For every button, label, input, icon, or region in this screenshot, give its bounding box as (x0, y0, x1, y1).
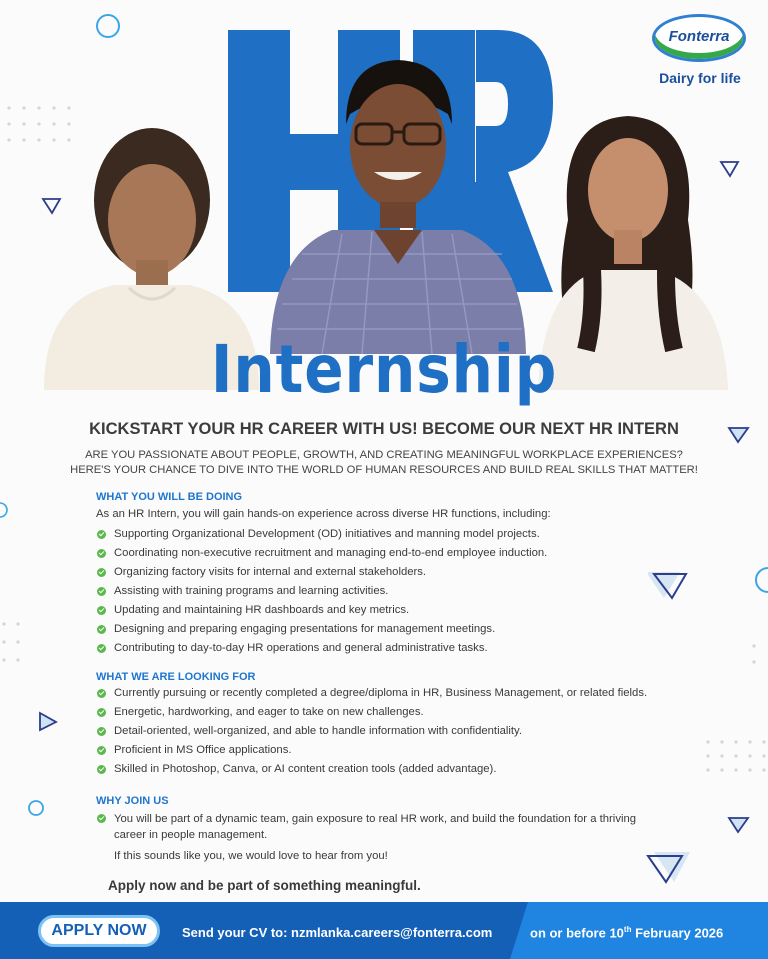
section-title-why: WHY JOIN US (96, 795, 169, 807)
list-item: Organizing factory visits for internal and external stakeholders. (96, 563, 696, 582)
list-item: Supporting Organizational Development (OD) initiatives and manning model projects. (96, 525, 696, 544)
list-item: Coordinating non-executive recruitment and managing end-to-end employee induction. (96, 544, 696, 563)
list-item: Updating and maintaining HR dashboards and key metrics. (96, 601, 696, 620)
check-icon (97, 625, 106, 634)
list-item: Currently pursuing or recently completed a degree/diploma in HR, Business Management, or related fields. (96, 684, 696, 703)
check-icon (97, 708, 106, 717)
check-icon (97, 606, 106, 615)
check-icon (97, 549, 106, 558)
list-item: Assisting with training programs and learning activities. (96, 582, 696, 601)
doing-intro: As an HR Intern, you will gain hands-on experience across diverse HR functions, including: (96, 508, 551, 520)
list-item: Energetic, hardworking, and eager to take on new challenges. (96, 703, 696, 722)
internship-title: Internship (210, 331, 558, 408)
looking-list (96, 684, 696, 779)
list-item: Designing and preparing engaging presentations for management meetings. (96, 620, 696, 639)
apply-now-button[interactable]: APPLY NOW (38, 915, 160, 947)
dot-grid-decoration (0, 620, 30, 668)
check-icon (97, 814, 106, 823)
check-icon (97, 530, 106, 539)
circle-outline-icon (94, 12, 122, 40)
subhead-line-2: HERE'S YOUR CHANCE TO DIVE INTO THE WORLD OF HUMAN RESOURCES AND BUILD REAL SKILLS THAT MATTER! (70, 464, 698, 476)
headline: KICKSTART YOUR HR CAREER WITH US! BECOME OUR NEXT HR INTERN (89, 420, 679, 438)
check-icon (97, 746, 106, 755)
triangle-outline-icon (36, 710, 60, 734)
why-list (96, 809, 696, 843)
check-icon (97, 727, 106, 736)
half-circle-icon (748, 566, 768, 594)
dot-grid-decoration (704, 738, 768, 774)
doing-list (96, 525, 696, 658)
check-icon (97, 587, 106, 596)
brand-tagline: Dairy for life (659, 70, 741, 86)
list-item: You will be part of a dynamic team, gain exposure to real HR work, and build the foundation for a thriving career in people management. (96, 809, 656, 843)
section-title-looking: WHAT WE ARE LOOKING FOR (96, 671, 256, 683)
list-item: Skilled in Photoshop, Canva, or AI content creation tools (added advantage). (96, 760, 696, 779)
subhead-line-1: ARE YOU PASSIONATE ABOUT PEOPLE, GROWTH, AND CREATING MEANINGFUL WORKPLACE EXPERIENCES? (85, 449, 683, 461)
circle-outline-icon (26, 798, 46, 818)
list-item: Contributing to day-to-day HR operations and general administrative tasks. (96, 639, 696, 658)
check-icon (97, 644, 106, 653)
list-item: Proficient in MS Office applications. (96, 741, 696, 760)
check-icon (97, 765, 106, 774)
deadline-text: on or before 10th February 2026 (530, 925, 724, 941)
list-item: Detail-oriented, well-organized, and able to handle information with confidentiality. (96, 722, 696, 741)
fonterra-logo (650, 12, 750, 92)
closing-text: If this sounds like you, we would love to hear from you! (114, 850, 388, 862)
dot-grid-decoration (748, 640, 768, 670)
section-title-doing: WHAT YOU WILL BE DOING (96, 491, 243, 503)
apply-tagline: Apply now and be part of something meaningful. (108, 878, 421, 893)
person-center-photo (262, 54, 534, 354)
check-icon (97, 568, 106, 577)
send-cv-text: Send your CV to: nzmlanka.careers@fonterra.com (182, 925, 493, 940)
brand-name: Fonterra (668, 28, 730, 45)
half-circle-icon (0, 500, 12, 520)
subhead (40, 448, 728, 478)
triangle-outline-icon (644, 848, 694, 888)
triangle-outline-icon (726, 814, 752, 836)
check-icon (97, 689, 106, 698)
